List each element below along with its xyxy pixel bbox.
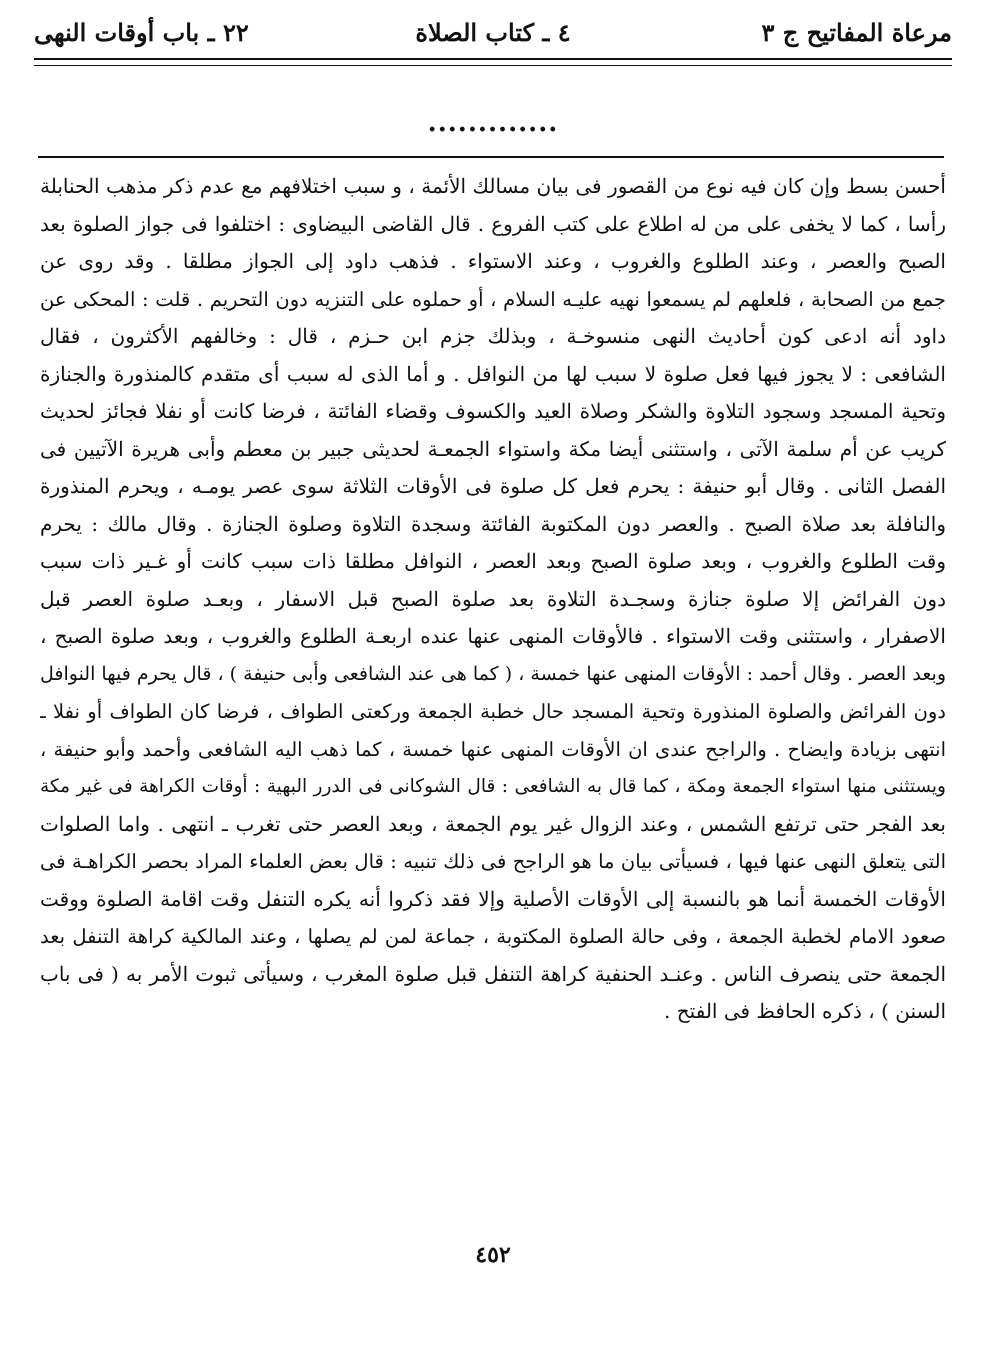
header-book-title: مرعاة المفاتيح ج ٣ [761, 18, 952, 47]
text-line: انتهى بزيادة وايضاح . والراجح عندى ان الأوقات المنهى عنها خمسة ، كما ذهب اليه الشافعى وأحمد وأبو حنيفة ، [40, 737, 946, 761]
text-line: السنن ) ، ذكره الحافظ فى الفتح . [664, 999, 946, 1023]
text-line: جمع من الصحابة ، فلعلهم لم يسمعوا نهيه عليـه السلام ، أو حملوه على التنزيه دون التحريم . قلت : المحكى عن [40, 287, 946, 311]
text-line: ويستثنى منها استواء الجمعة ومكة ، كما قال به الشافعى : قال الشوكانى فى الدرر البهية : أوقات الكراهة فى غير مكة [40, 776, 946, 797]
text-line: دون الفرائض إلا صلوة جنازة وسجـدة التلاوة بعد صلوة الصبح قبل الاسفار ، وبعـد صلوة العصر قبل [40, 586, 946, 611]
header-divider [34, 58, 952, 66]
text-line: صعود الامام لخطبة الجمعة ، وفى حالة الصلوة المكتوبة ، جماعة لمن لم يصلها ، وعند المالكية كراهة التنفل بعد [40, 925, 946, 948]
text-line: وتحية المسجد وسجود التلاوة والشكر وصلاة العيد والكسوف وقضاء الفائتة ، فرضا كانت أو نفلا فجائز لحديث [40, 399, 946, 423]
text-line: بعد الفجر حتى ترتفع الشمس ، وعند الزوال غير يوم الجمعة ، وبعد العصر حتى تغرب ـ انتهى . واما الصلوات [40, 811, 946, 836]
footnote-divider [38, 156, 944, 158]
text-line: الأوقات الخمسة أنما هو بالنسبة إلى الأوقات الأصلية وإلا فقد ذكروا أنه يكره التنفل وقت اقامة الصلوة ووقت [40, 886, 946, 911]
section-separator-dots: ............. [427, 108, 559, 138]
header-section-title: ٢٢ ـ باب أوقات النهى [34, 18, 249, 47]
page-number: ٤٥٢ [475, 1242, 511, 1268]
text-line: أحسن بسط وإن كان فيه نوع من القصور فى بيان مسالك الأئمة ، و سبب اختلافهم مع عدم ذكر مذهب الحنابلة [40, 174, 946, 198]
running-header [34, 18, 952, 56]
text-line: دون الفرائض والصلوة المنذورة وتحية المسجد حال خطبة الجمعة وركعتى الطواف ، فرضا كان الطواف أو نفلا ـ [40, 700, 946, 723]
text-line: رأسا ، كما لا يخفى على من له اطلاع على كتب الفروع . قال القاضى البيضاوى : اختلفوا فى جواز الصلوة بعد [40, 211, 946, 236]
text-line: الجمعة حتى ينصرف الناس . وعنـد الحنفية كراهة التنفل قبل صلوة المغرب ، وسيأتى ثبوت الأمر به ( فى باب [40, 961, 946, 986]
text-line: الصبح والعصر ، وعند الطلوع والغروب ، وعند الاستواء . فذهب داود إلى الجواز مطلقا . وقد روى عن [40, 249, 946, 273]
text-line: كريب عن أم سلمة الآتى ، واستثنى أيضا مكة واستواء الجمعـة لحديثى جبير بن معطم وأبى هريرة الآتيين فى [40, 436, 946, 461]
text-line: التى يتعلق النهى عنها فيها ، فسيأتى بيان ما هو الراجح فى ذلك تنبيه : قال بعض العلماء المراد بحصر الكراهـة فى [40, 850, 946, 873]
text-line: الفصل الثانى . وقال أبو حنيفة : يحرم فعل كل صلوة فى الأوقات الثلاثة سوى عصر يومـه ، ويحرم المنذورة [40, 474, 946, 498]
text-line: والنافلة بعد صلاة الصبح . والعصر دون المكتوبة الفائتة وسجدة التلاوة وصلوة الجنازة . وقال مالك : يحرم [40, 511, 946, 536]
text-line: وقت الطلوع والغروب ، وبعد صلوة الصبح وبعد العصر ، النوافل مطلقا ذات سبب كانت أو غـير ذات سبب [40, 549, 946, 573]
text-line: الشافعى : لا يجوز فيها فعل صلوة لا سبب لها من النوافل . و أما الذى له سبب أى متقدم كالمنذورة والجنازة [40, 361, 946, 386]
header-chapter-title: ٤ ـ كتاب الصلاة [415, 18, 571, 47]
text-line: الاصفرار ، واستثنى وقت الاستواء . فالأوقات المنهى عنها عنده اربعـة الطلوع والغروب ، وبعد صلوة الصبح ، [40, 624, 946, 648]
text-line: داود أنه ادعى كون أحاديث النهى منسوخـة ، وبذلك جزم ابن حـزم ، قال : وخالفهم الأكثرون ، فقال [40, 324, 946, 348]
text-line: وبعد العصر . وقال أحمد : الأوقات المنهى عنها خمسة ، ( كما هى عند الشافعى وأبى حنيفة ) ، قال يحرم فيها النوافل [40, 662, 946, 685]
body-text [40, 168, 946, 1031]
